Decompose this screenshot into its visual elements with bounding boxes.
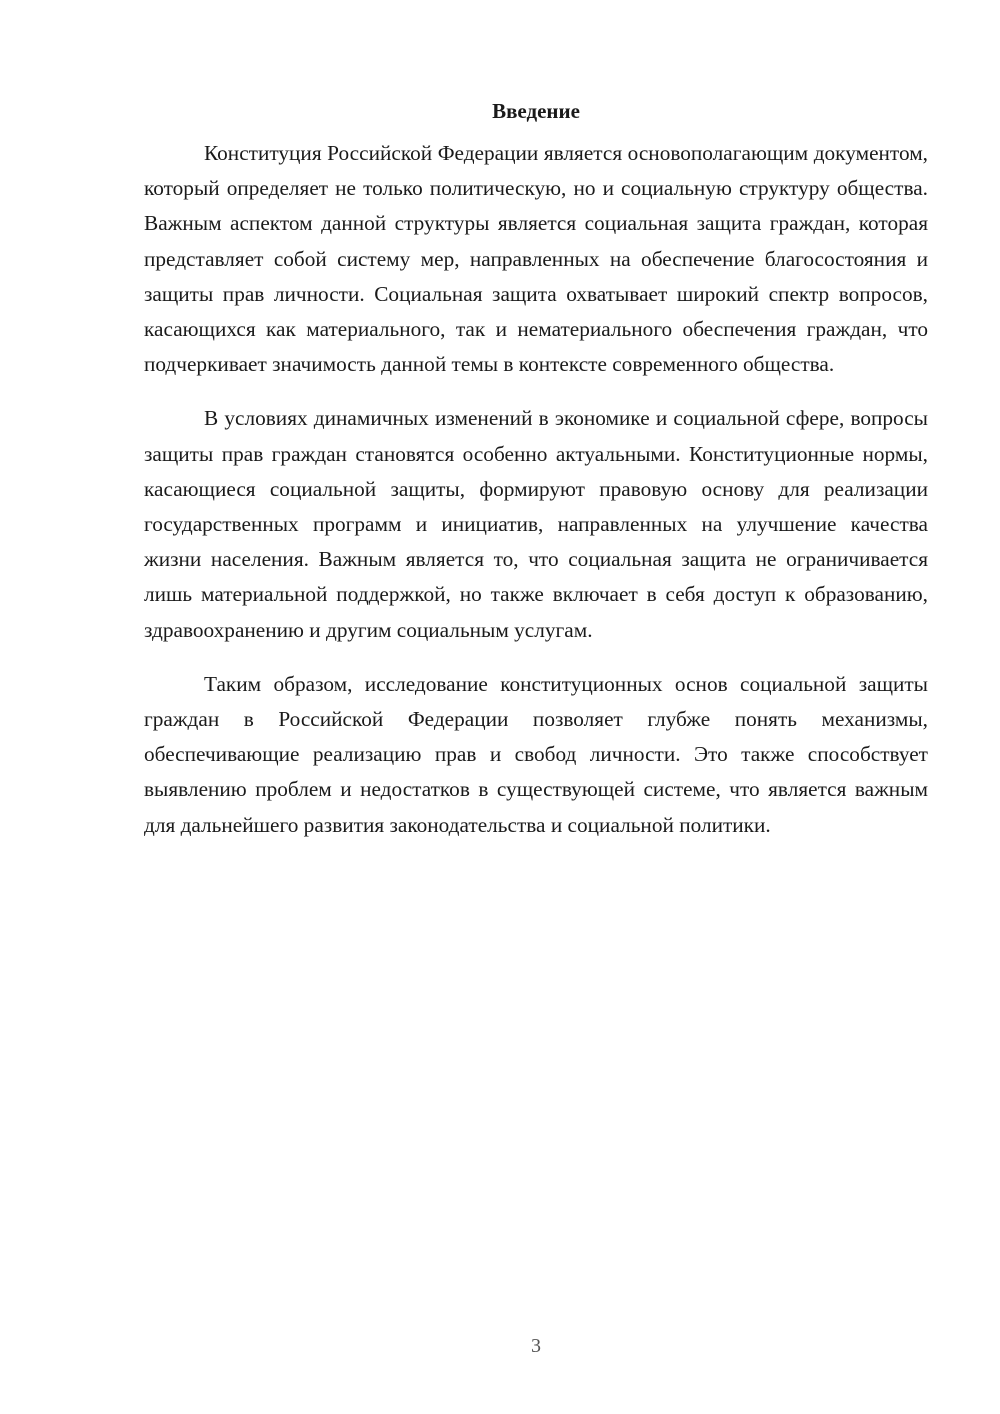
page-number: 3 — [531, 1335, 541, 1357]
paragraph-1: Конституция Российской Федерации является основополагающим документом, который определяет не только политическую, но и социальную структуру общества. Важным аспектом данной структуры является социальная защита граждан, которая представляет собой систему мер, направленных на обеспечение благосостояния и защиты прав личности. Социальная защита охватывает широкий спектр вопросов, касающихся как материального, так и нематериального обеспечения граждан, что подчеркивает значимость данной темы в контексте современного общества. — [144, 141, 928, 377]
paragraph-3: Таким образом, исследование конституционных основ социальной защиты граждан в Российской Федерации позволяет глубже понять механизмы, обеспечивающие реализацию прав и свобод личности. Это также способствует выявлению проблем и недостатков в существующей системе, что является важным для дальнейшего развития законодательства и социальной политики. — [144, 671, 928, 837]
section-heading: Введение — [492, 99, 580, 123]
page-content — [144, 96, 928, 862]
paragraph-2: В условиях динамичных изменений в экономике и социальной сфере, вопросы защиты прав граждан становятся особенно актуальными. Конституционные нормы, касающиеся социальной защиты, формируют правовую основу для реализации государственных программ и инициатив, направленных на улучшение качества жизни населения. Важным является то, что социальная защита не ограничивается лишь материальной поддержкой, но также включает в себя доступ к образованию, здравоохранению и другим социальным услугам. — [144, 406, 928, 642]
